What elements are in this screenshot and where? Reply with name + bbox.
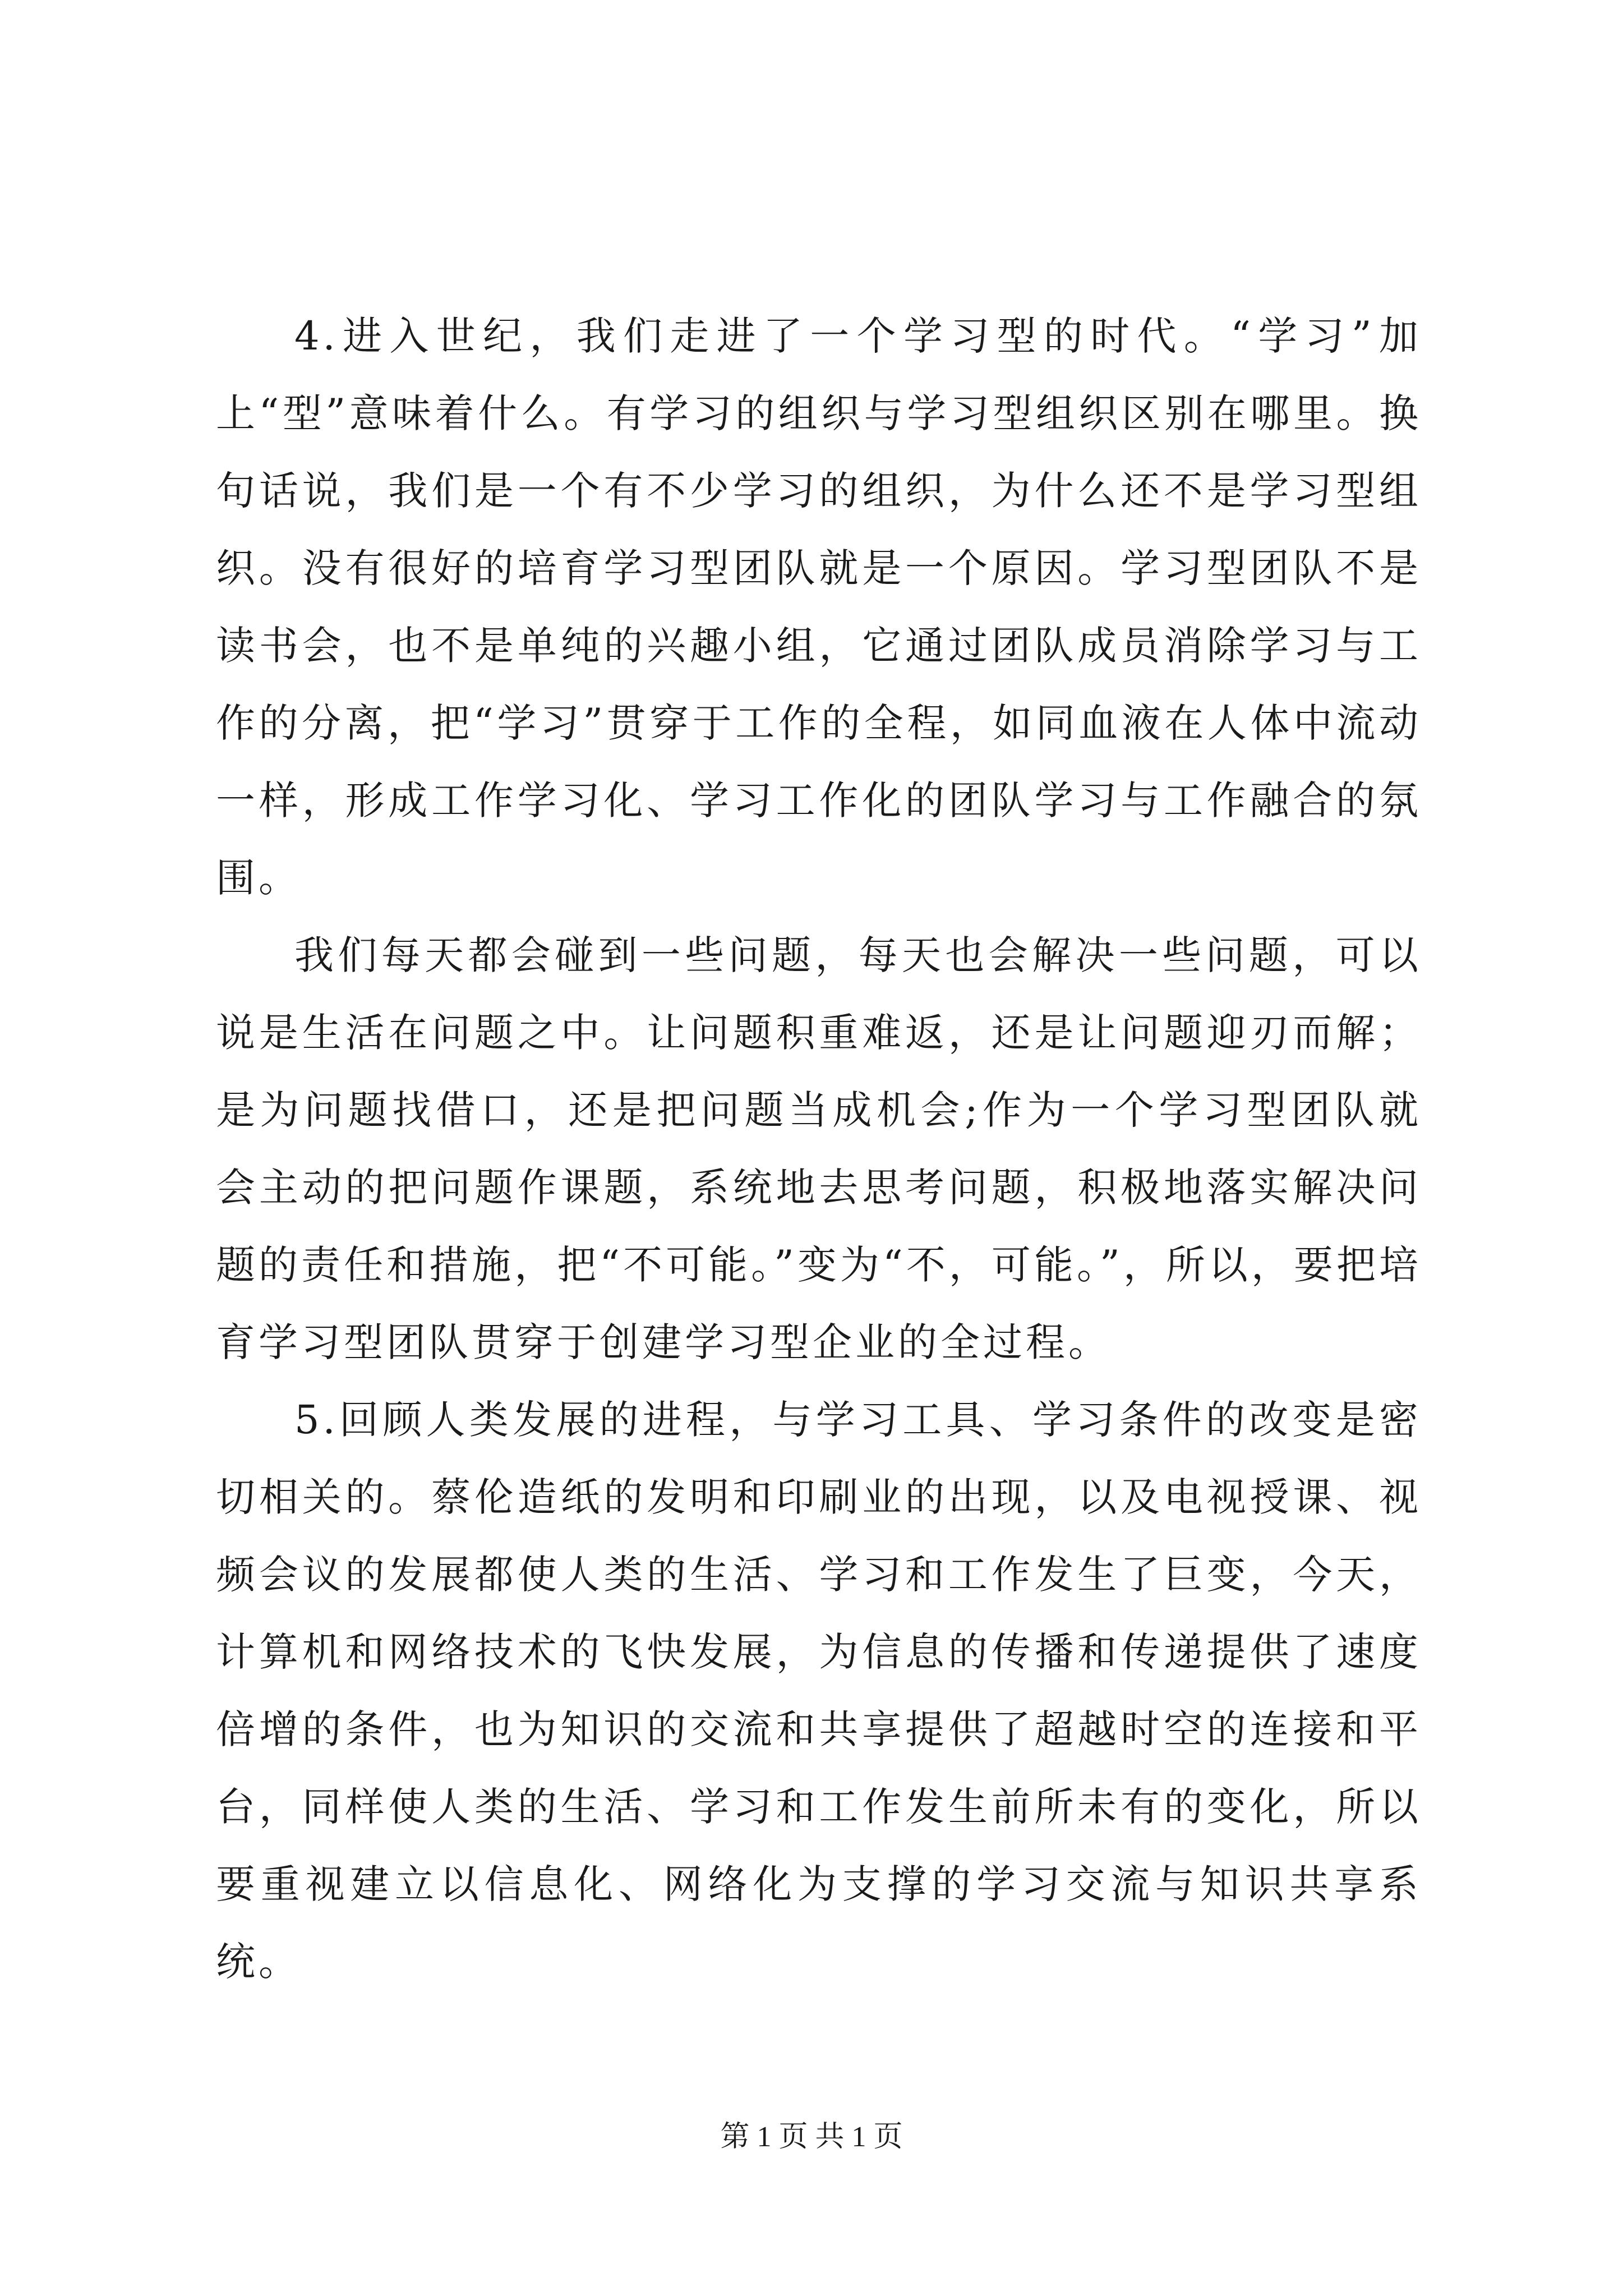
page-footer bbox=[0, 2118, 1623, 2157]
paragraph-1: 4.进入世纪，我们走进了一个学习型的时代。“学习”加上“型”意味着什么。有学习的组织与学习型组织区别在哪里。换句话说，我们是一个有不少学习的组织，为什么还不是学习型组织。没有很好的培育学习型团队就是一个原因。学习型团队不是读书会，也不是单纯的兴趣小组，它通过团队成员消除学习与工作的分离，把“学习”贯穿于工作的全程，如同血液在人体中流动一样，形成工作学习化、学习工作化的团队学习与工作融合的氛围。 bbox=[216, 313, 1422, 901]
paragraph-2: 我们每天都会碰到一些问题，每天也会解决一些问题，可以说是生活在问题之中。让问题积重难返，还是让问题迎刃而解；是为问题找借口，还是把问题当成机会;作为一个学习型团队就会主动的把问题作课题，系统地去思考问题，积极地落实解决问题的责任和措施，把“不可能。”变为“不，可能。”，所以，要把培育学习型团队贯穿于创建学习型企业的全过程。 bbox=[216, 932, 1422, 1365]
document-body bbox=[216, 297, 1422, 2000]
page-number-label: 第 1 页 共 1 页 bbox=[720, 2121, 903, 2153]
paragraph-3: 5.回顾人类发展的进程，与学习工具、学习条件的改变是密切相关的。蔡伦造纸的发明和印刷业的出现，以及电视授课、视频会议的发展都使人类的生活、学习和工作发生了巨变，今天，计算机和网络技术的飞快发展，为信息的传播和传递提供了速度倍增的条件，也为知识的交流和共享提供了超越时空的连接和平台，同样使人类的生活、学习和工作发生前所未有的变化，所以要重视建立以信息化、网络化为支撑的学习交流与知识共享系统。 bbox=[216, 1397, 1422, 1985]
